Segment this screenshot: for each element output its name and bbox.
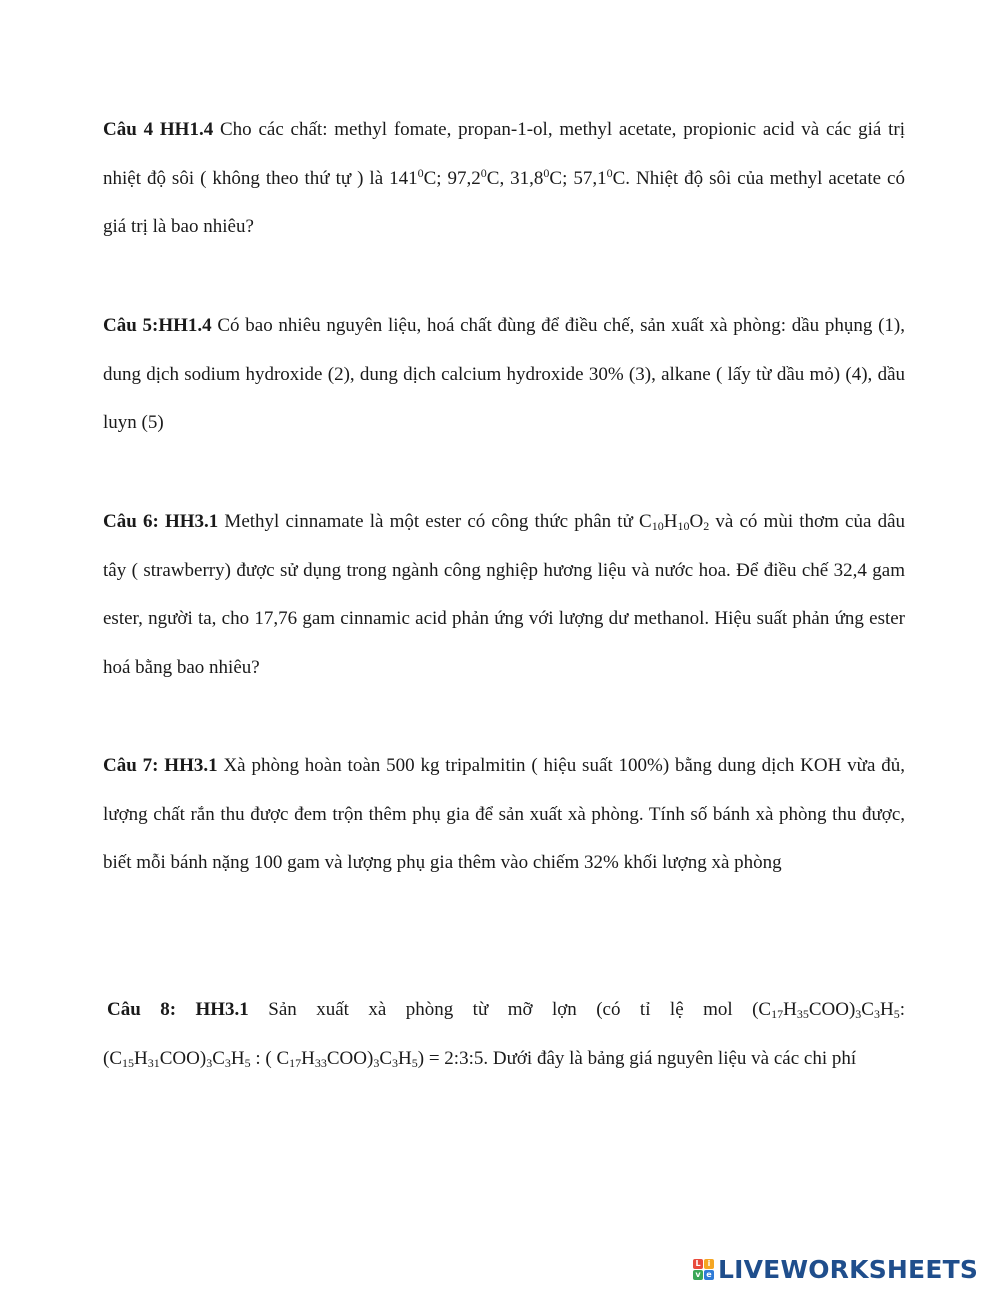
liveworksheets-logo-icon: [693, 1259, 714, 1280]
question-5: [103, 302, 905, 448]
formula-text: C: [379, 1047, 393, 1069]
formula-text: H: [879, 999, 894, 1020]
question-6-text: H: [663, 511, 678, 532]
question-7: [103, 742, 905, 888]
subscript: 3: [206, 1055, 213, 1070]
formula-text: H: [783, 999, 797, 1020]
subscript: 10: [651, 519, 664, 533]
subscript: 3: [855, 1007, 862, 1021]
formula-text: COO): [326, 1047, 374, 1069]
subscript: 17: [771, 1007, 784, 1021]
logo-mark-letter: e: [704, 1270, 714, 1280]
question-8-rest: [103, 1035, 905, 1084]
question-4-text: C; 57,1: [549, 167, 607, 189]
subscript: 5: [893, 1007, 900, 1021]
question-4: [103, 106, 905, 252]
formula-text: C: [212, 1047, 225, 1069]
subscript: 5: [244, 1055, 251, 1070]
subscript: 3: [873, 1007, 880, 1021]
formula-text: COO): [808, 999, 856, 1020]
superscript: 0: [543, 165, 550, 180]
question-6-text: và có mùi thơm của dâu tây ( strawberry) được sử dụng trong ngành công nghiệp hương liệu và nước hoa. Để điều chế 32,4 gam ester, người ta, cho 17,76 gam cinnamic acid phản ứng với lượng dư methanol. Hiệu suất phản ứng ester hoá bằng bao nhiêu?: [103, 511, 905, 678]
formula-text: H: [230, 1047, 245, 1069]
question-4-text: C. Nhiệt độ sôi của methyl acetate có giá trị là bao nhiêu?: [103, 167, 905, 238]
formula-text: H: [301, 1047, 315, 1069]
superscript: 0: [480, 165, 487, 180]
question-4-text: Cho các chất: methyl fomate, propan-1-ol, methyl acetate, propionic acid và các giá trị nhiệt độ sôi ( không theo thứ tự ) là 141: [103, 119, 905, 189]
superscript: 0: [417, 165, 424, 180]
logo-mark-letter: i: [704, 1259, 714, 1269]
subscript: 10: [677, 519, 690, 533]
formula-text: H: [134, 1047, 148, 1069]
question-5-text: Có bao nhiêu nguyên liệu, hoá chất đùng để điều chế, sản xuất xà phòng: dầu phụng (1), dung dịch sodium hydroxide (2), dung dịch calcium hydroxide 30% (3), alkane ( lấy từ dầu mỏ) (4), dầu luyn (5): [103, 315, 905, 434]
subscript: 3: [392, 1055, 399, 1070]
question-8-text: Sản xuất xà phòng từ mỡ lợn (có tỉ lệ mol (C: [248, 999, 772, 1020]
question-8-line-1: [103, 986, 905, 1035]
question-6-text: O: [689, 511, 704, 532]
logo-mark-letter: v: [693, 1270, 703, 1280]
subscript: 35: [796, 1007, 809, 1021]
question-7-text: Xà phòng hoàn toàn 500 kg tripalmitin ( hiệu suất 100%) bằng dung dịch KOH vừa đủ, lượng chất rắn thu được đem trộn thêm phụ gia để sản xuất xà phòng. Tính số bánh xà phòng thu được, biết mỗi bánh nặng 100 gam và lượng phụ gia thêm vào chiếm 32% khối lượng xà phòng: [103, 755, 905, 874]
question-6-label: Câu 6: HH3.1: [103, 511, 219, 532]
subscript: 17: [289, 1055, 302, 1070]
formula-text: COO): [159, 1047, 207, 1069]
liveworksheets-logo: [693, 1252, 978, 1286]
question-4-label: Câu 4 HH1.4: [103, 119, 214, 140]
subscript: 3: [373, 1055, 380, 1070]
formula-text: H: [398, 1047, 412, 1069]
logo-mark-letter: L: [693, 1259, 703, 1269]
subscript: 2: [703, 519, 710, 533]
question-5-label: Câu 5:HH1.4: [103, 315, 212, 336]
superscript: 0: [606, 165, 613, 180]
question-6-text: Methyl cinnamate là một ester có công thức phân tử C: [218, 511, 652, 532]
question-6: [103, 498, 905, 692]
formula-text: :: [899, 999, 905, 1020]
formula-text: : ( C: [250, 1047, 290, 1069]
question-8-text: ) = 2:3:5. Dưới đây là bảng giá nguyên liệu và các chi phí: [417, 1047, 857, 1069]
question-8: [103, 986, 905, 1083]
question-7-label: Câu 7: HH3.1: [103, 755, 218, 776]
subscript: 5: [411, 1055, 418, 1070]
subscript: 33: [314, 1055, 327, 1070]
subscript: 31: [147, 1055, 160, 1070]
question-4-text: C, 31,8: [486, 167, 544, 189]
question-4-text: C; 97,2: [423, 167, 481, 189]
subscript: 15: [122, 1055, 134, 1070]
formula-text: C: [861, 999, 874, 1020]
liveworksheets-logo-text: LIVEWORKSHEETS: [718, 1254, 979, 1284]
subscript: 3: [224, 1055, 231, 1070]
question-8-label: Câu 8: HH3.1: [107, 999, 249, 1020]
formula-text: (C: [103, 1047, 122, 1069]
